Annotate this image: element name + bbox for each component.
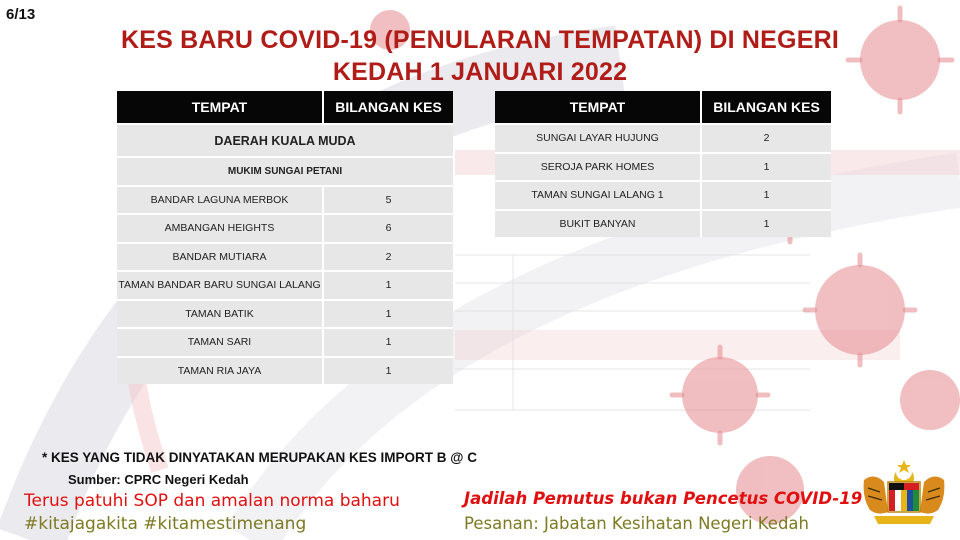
table-header-row xyxy=(495,91,831,123)
page-title xyxy=(100,24,860,88)
table-row xyxy=(117,299,453,328)
count-cell: 1 xyxy=(702,180,831,209)
table-row xyxy=(117,270,453,299)
cases-table-left xyxy=(117,91,453,384)
table-row xyxy=(495,180,831,209)
footnote: * KES YANG TIDAK DINYATAKAN MERUPAKAN KES IMPORT B @ C xyxy=(42,450,477,465)
table-row xyxy=(117,356,453,385)
count-cell: 1 xyxy=(702,209,831,238)
place-cell: TAMAN BANDAR BARU SUNGAI LALANG xyxy=(117,270,324,299)
place-cell: TAMAN SARI xyxy=(117,327,324,356)
source-text: Sumber: CPRC Negeri Kedah xyxy=(68,472,249,487)
coat-of-arms-icon xyxy=(858,458,950,530)
header-place: TEMPAT xyxy=(495,91,702,123)
count-cell: 1 xyxy=(324,327,453,356)
table-row xyxy=(117,327,453,356)
mukim-row xyxy=(117,156,453,185)
table-row xyxy=(495,152,831,181)
table-row xyxy=(117,242,453,271)
table-row xyxy=(117,213,453,242)
page-number: 6/13 xyxy=(6,6,36,23)
district-name: DAERAH KUALA MUDA xyxy=(117,123,453,156)
table-row xyxy=(495,123,831,152)
count-cell: 1 xyxy=(324,356,453,385)
count-cell: 6 xyxy=(324,213,453,242)
table-header-row xyxy=(117,91,453,123)
place-cell: BANDAR LAGUNA MERBOK xyxy=(117,185,324,214)
count-cell: 1 xyxy=(324,299,453,328)
slogan-hashtags: #kitajagakita #kitamestimenang xyxy=(24,514,307,534)
place-cell: TAMAN BATIK xyxy=(117,299,324,328)
place-cell: BANDAR MUTIARA xyxy=(117,242,324,271)
table-row xyxy=(495,209,831,238)
mukim-name: MUKIM SUNGAI PETANI xyxy=(117,156,453,185)
place-cell: BUKIT BANYAN xyxy=(495,209,702,238)
count-cell: 1 xyxy=(324,270,453,299)
district-row xyxy=(117,123,453,156)
place-cell: AMBANGAN HEIGHTS xyxy=(117,213,324,242)
place-cell: SUNGAI LAYAR HUJUNG xyxy=(495,123,702,152)
count-cell: 2 xyxy=(702,123,831,152)
place-cell: SEROJA PARK HOMES xyxy=(495,152,702,181)
count-cell: 1 xyxy=(702,152,831,181)
header-place: TEMPAT xyxy=(117,91,324,123)
count-cell: 2 xyxy=(324,242,453,271)
place-cell: TAMAN SUNGAI LALANG 1 xyxy=(495,180,702,209)
slogan-line-1: Terus patuhi SOP dan amalan norma baharu xyxy=(24,491,400,511)
message-line-1: Jadilah Pemutus bukan Pencetus COVID-19 xyxy=(464,489,863,508)
title-line-2: KEDAH 1 JANUARI 2022 xyxy=(332,58,628,86)
table-row xyxy=(117,185,453,214)
message-line-2: Pesanan: Jabatan Kesihatan Negeri Kedah xyxy=(464,514,810,533)
header-case-count: BILANGAN KES xyxy=(324,91,453,123)
cases-table-right xyxy=(495,91,831,237)
place-cell: TAMAN RIA JAYA xyxy=(117,356,324,385)
header-case-count: BILANGAN KES xyxy=(702,91,831,123)
count-cell: 5 xyxy=(324,185,453,214)
title-line-1: KES BARU COVID-19 (PENULARAN TEMPATAN) DI NEGERI xyxy=(121,26,839,54)
